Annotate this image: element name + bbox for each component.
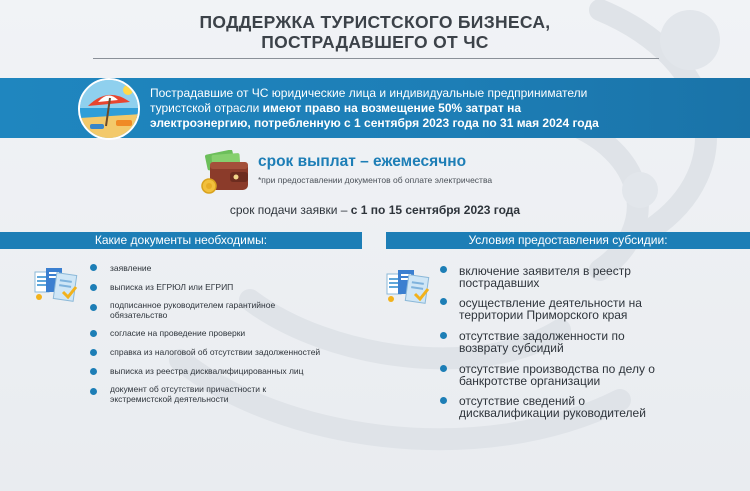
list-bullet: [440, 298, 447, 305]
list-item-line: дисквалификации руководителей: [459, 406, 646, 420]
list-item-line: подписанное руководителем гарантийное: [110, 300, 276, 310]
deadline-value: с 1 по 15 сентября 2023 года: [350, 203, 521, 217]
banner-line-2-plain: туристской отрасли: [150, 101, 263, 115]
list-item: [110, 384, 266, 404]
banner-line-1: Пострадавшие от ЧС юридические лица и индивидуальные предприниматели: [150, 86, 588, 100]
list-bullet: [90, 368, 97, 375]
list-item: [459, 330, 625, 354]
list-bullet: [440, 266, 447, 273]
list-bullet: [90, 304, 97, 311]
list-item: [459, 363, 655, 387]
list-bullet: [440, 332, 447, 339]
list-item-line: согласие на проведение проверки: [110, 328, 246, 338]
list-bullet: [90, 349, 97, 356]
list-item: [110, 282, 233, 292]
conditions-heading: Условия предоставления субсидии:: [386, 232, 750, 249]
title-divider: [93, 58, 659, 59]
list-item: [110, 328, 245, 338]
list-item: [459, 395, 646, 419]
beach-umbrella-icon: [78, 78, 140, 140]
list-bullet: [440, 397, 447, 404]
list-item-line: включение заявителя в реестр: [459, 264, 631, 278]
list-item-line: документ об отсутствии причастности к: [110, 384, 267, 394]
list-item-line: выписка из ЕГРЮЛ или ЕГРИП: [110, 282, 234, 292]
list-item: [110, 366, 304, 376]
list-item-line: банкротстве организации: [459, 374, 601, 388]
documents-icon: [33, 264, 81, 306]
banner-line-3-bold: электроэнергию, потребленную с 1 сентября 2023 года по 31 мая 2024 года: [150, 116, 599, 130]
list-item-line: справка из налоговой об отсутствии задолженностей: [110, 347, 321, 357]
list-item-line: заявление: [110, 263, 152, 273]
list-bullet: [90, 330, 97, 337]
application-deadline: [0, 203, 750, 217]
documents-heading: Какие документы необходимы:: [0, 232, 362, 249]
list-item: [459, 297, 642, 321]
list-item-line: возврату субсидий: [459, 341, 564, 355]
list-item-line: отсутствие задолженности по: [459, 329, 625, 343]
page-title-line-2: ПОСТРАДАВШЕГО ОТ ЧС: [261, 32, 489, 52]
list-item: [459, 265, 631, 289]
wallet-money-icon: [200, 150, 252, 196]
list-item-line: отсутствие сведений о: [459, 394, 586, 408]
list-bullet: [90, 284, 97, 291]
page-title: [0, 12, 750, 52]
list-item-line: экстремистской деятельности: [110, 394, 229, 404]
list-item-line: пострадавших: [459, 276, 540, 290]
deadline-prefix: срок подачи заявки –: [229, 203, 351, 217]
list-bullet: [90, 388, 97, 395]
banner-line-2: [150, 101, 745, 116]
list-bullet: [440, 365, 447, 372]
banner-text: [150, 86, 745, 131]
list-item-line: выписка из реестра дисквалифицированных лиц: [110, 366, 304, 376]
payment-term-title: срок выплат – ежемесячно: [258, 153, 467, 170]
banner-line-2-bold: имеют право на возмещение 50% затрат на: [262, 101, 521, 115]
list-item-line: отсутствие производства по делу о: [459, 362, 655, 376]
banner-line-3: [150, 116, 745, 131]
documents-icon: [385, 266, 433, 308]
list-item-line: обязательство: [110, 310, 168, 320]
list-item: [110, 300, 275, 320]
list-item: [110, 263, 151, 273]
payment-term-note: *при предоставлении документов об оплате электричества: [258, 175, 493, 185]
list-item-line: осуществление деятельности на: [459, 296, 642, 310]
list-item-line: территории Приморского края: [459, 308, 628, 322]
list-item: [110, 347, 320, 357]
page-title-line-1: ПОДДЕРЖКА ТУРИСТСКОГО БИЗНЕСА,: [199, 12, 551, 32]
list-bullet: [90, 264, 97, 271]
